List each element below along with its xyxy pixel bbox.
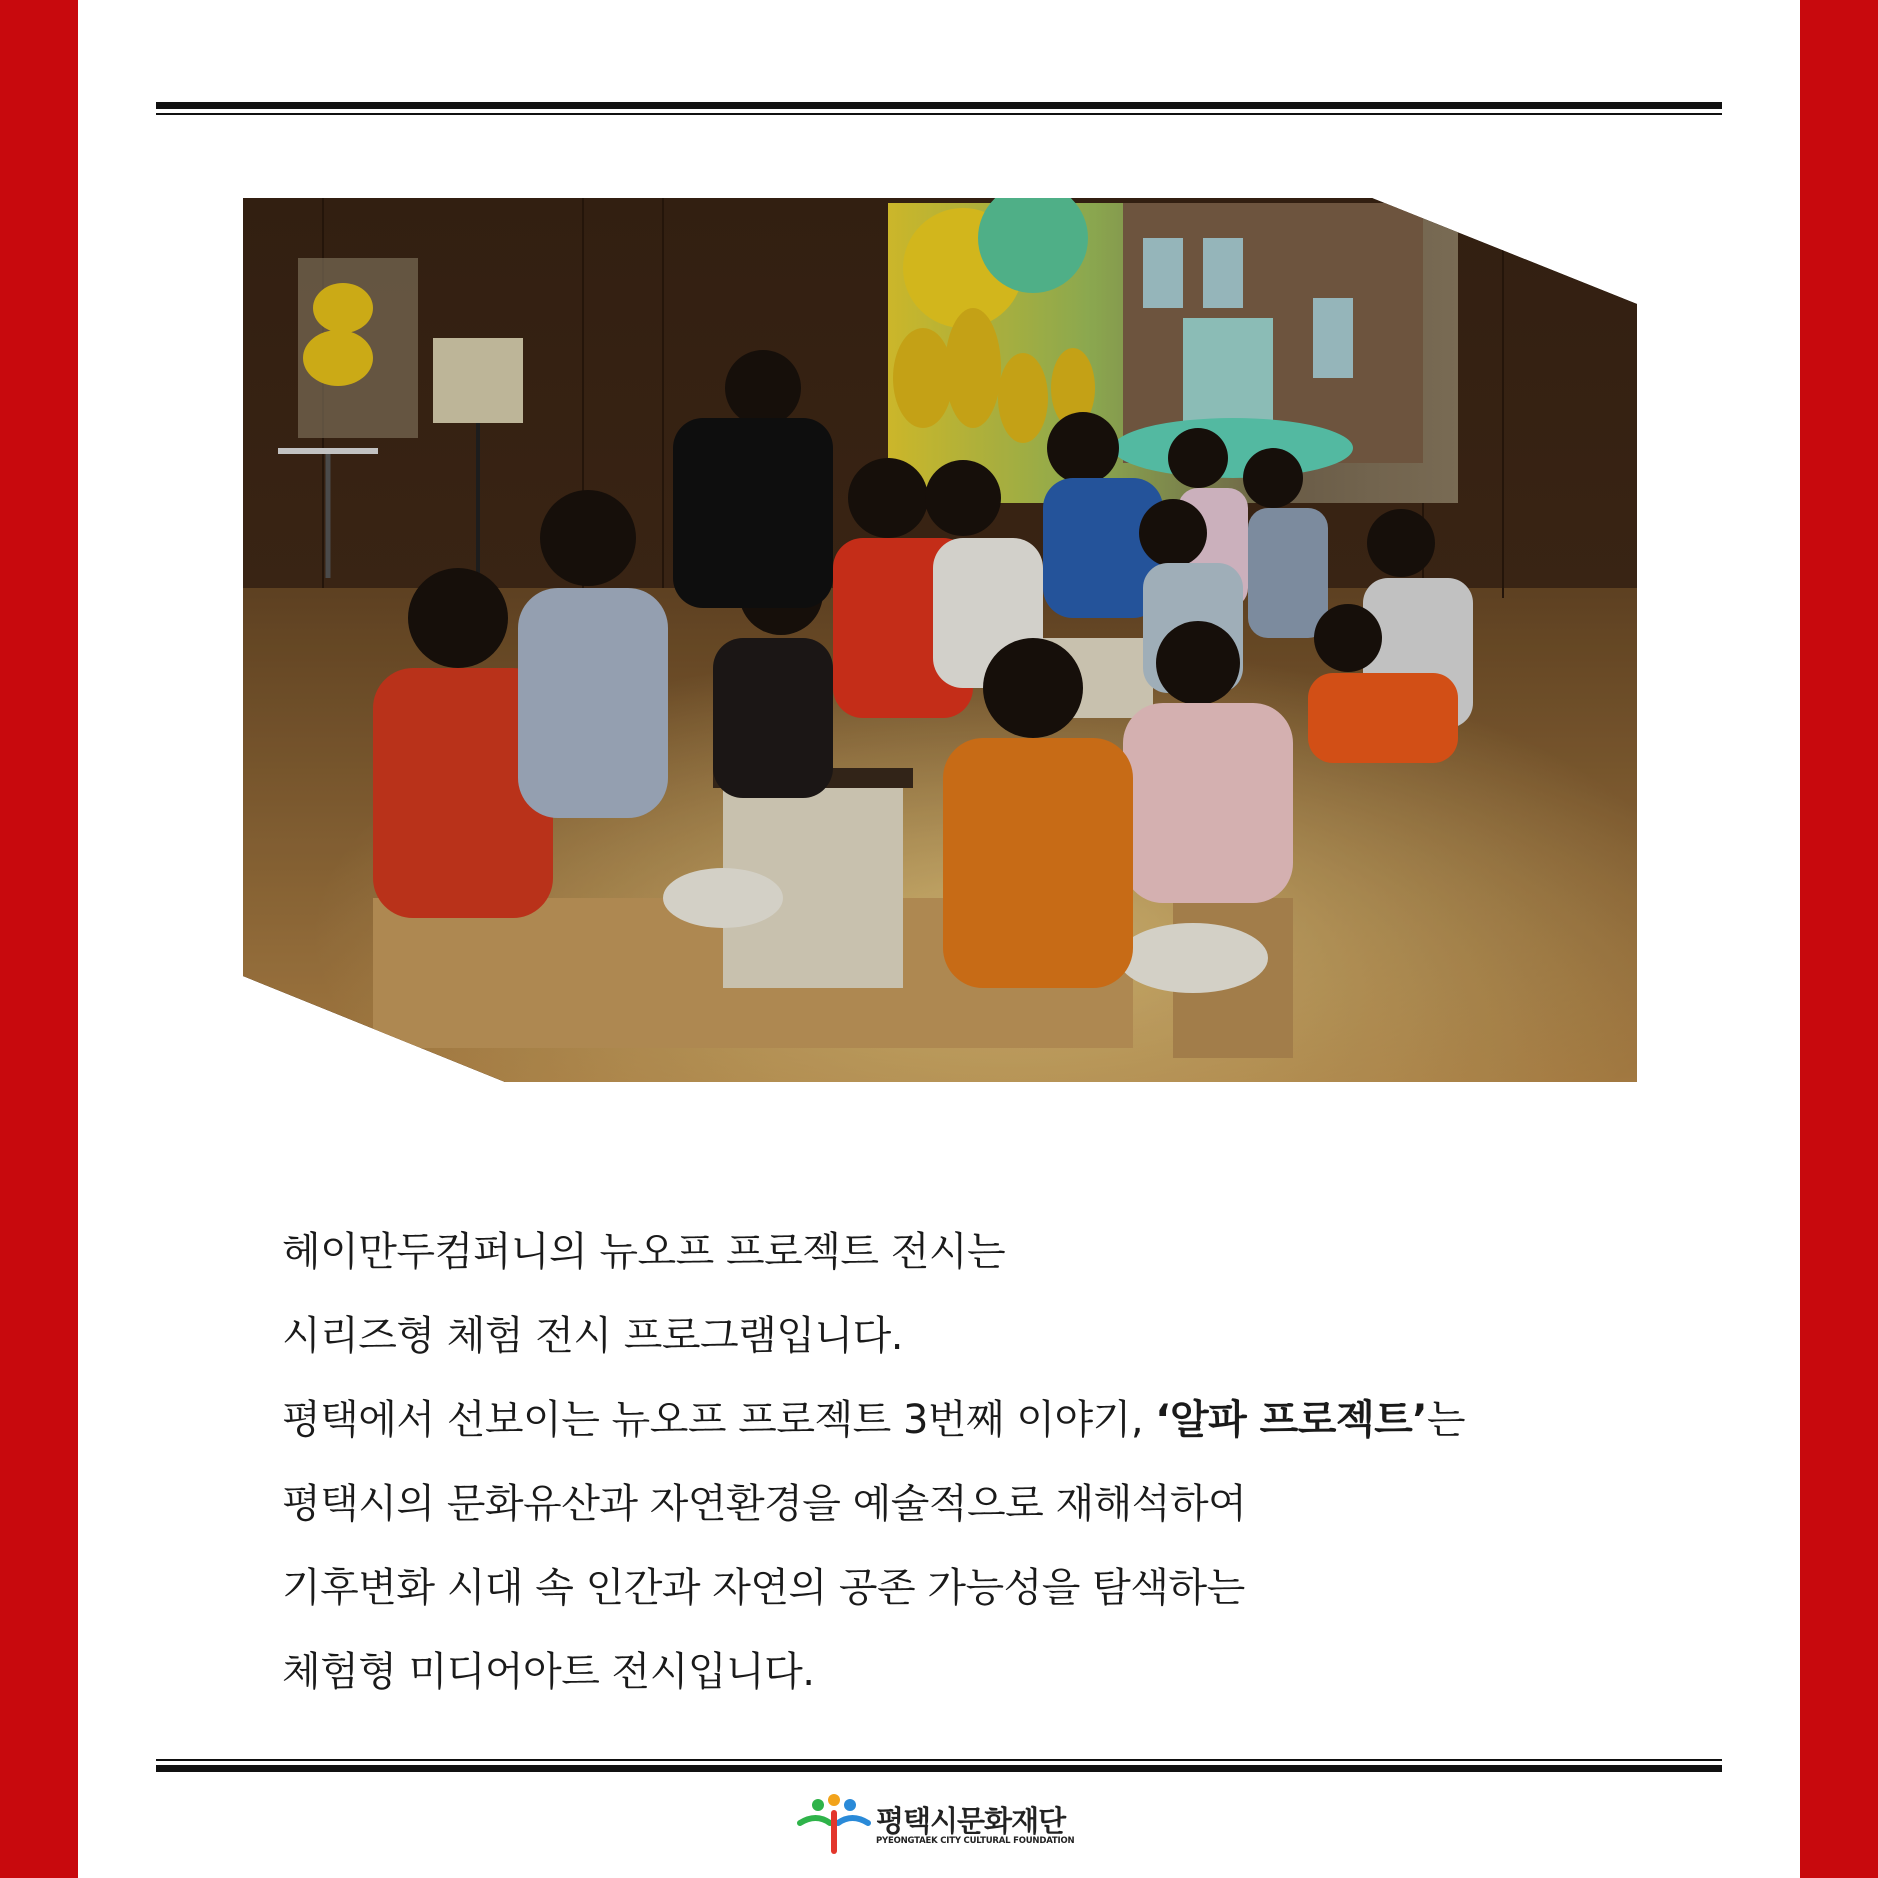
body-line-1: 헤이만두컴퍼니의 뉴오프 프로젝트 전시는 bbox=[282, 1229, 1006, 1275]
body-line-2: 시리즈형 체험 전시 프로그램입니다. bbox=[282, 1313, 903, 1359]
project-name-bold: ‘알파 프로젝트’ bbox=[1155, 1397, 1427, 1443]
left-red-border bbox=[0, 0, 78, 1878]
top-divider bbox=[156, 102, 1722, 115]
foundation-logo-mark-icon bbox=[796, 1793, 872, 1857]
foundation-logo bbox=[796, 1793, 1086, 1857]
body-line-5: 기후변화 시대 속 인간과 자연의 공존 가능성을 탐색하는 bbox=[282, 1565, 1245, 1611]
body-line-6: 체험형 미디어아트 전시입니다. bbox=[282, 1649, 815, 1695]
body-line-4: 평택시의 문화유산과 자연환경을 예술적으로 재해석하여 bbox=[282, 1481, 1247, 1527]
foundation-name: 평택시문화재단 bbox=[876, 1804, 1066, 1838]
body-line-3-after: 는 bbox=[1426, 1397, 1466, 1443]
body-line-3-before: 평택에서 선보이는 뉴오프 프로젝트 3번째 이야기, bbox=[282, 1397, 1156, 1443]
body-line-3 bbox=[282, 1378, 1642, 1462]
right-red-border bbox=[1800, 0, 1878, 1878]
exhibition-photo bbox=[243, 198, 1637, 1082]
bottom-divider bbox=[156, 1759, 1722, 1772]
foundation-name-english: PYEONGTAEK CITY CULTURAL FOUNDATION bbox=[876, 1836, 1075, 1846]
body-text bbox=[282, 1210, 1642, 1714]
